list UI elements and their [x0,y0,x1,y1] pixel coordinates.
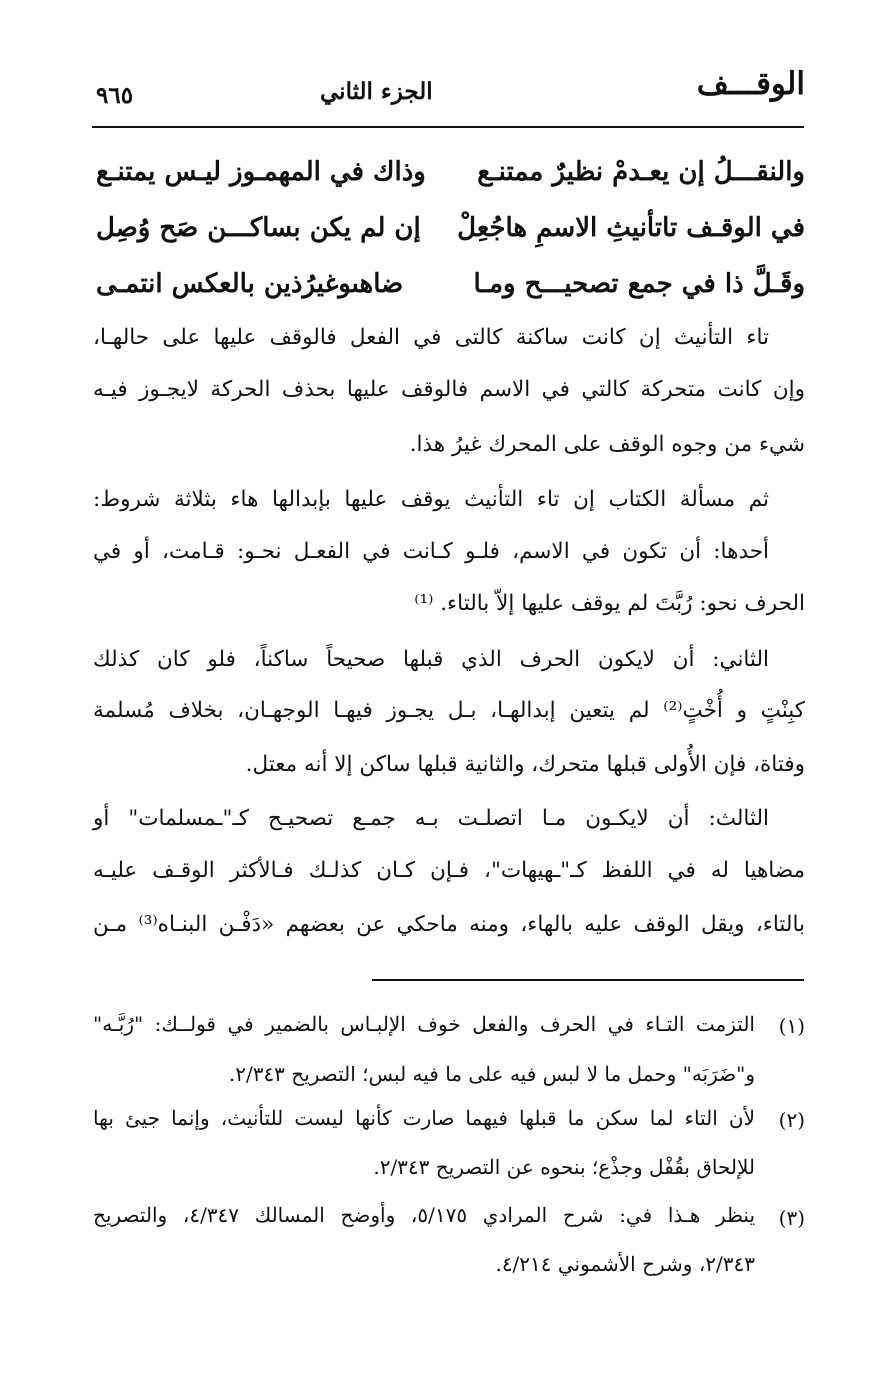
footnote-number: (١) [778,1014,805,1038]
verse-2-right: في الوقـف تاتأنيثِ الاسمِ هاجُعِلْ [457,213,805,243]
header-divider [92,126,804,128]
body-line: أحدها: أن تكون في الاسم، فلـو كـانت في الفعـل نحـو: قـامت، أو في [93,539,769,564]
footnote-line: ينظر هـذا في: شرح المرادي ٥/١٧٥، وأوضح المسالك ٤/٣٤٧، والتصريح [93,1203,756,1227]
body-line: الثالث: أن لايكـون مـا اتصلـت بـه جمـع تصحيـح كـ"ـمسلمات" أو [93,806,769,831]
verse-1-right: والنقـــلُ إن يعـدمْ نظيرٌ ممتنـع [477,157,805,187]
footnote-line: لأن التاء لما سكن ما قبلها فيهما صارت كأنها ليست للتأنيث، وإنما جيئ بها [93,1106,755,1130]
chapter-title: الوقـــف [696,66,805,102]
footnote-number: (٣) [778,1206,805,1230]
body-line: الحرف نحو: رُبَّتَ لم يوقف عليها إلاّ بالتاء. ⁽¹⁾ [414,591,805,616]
footnote-line: التزمت التـاء في الحرف والفعل خوف الإلبـاس بالضمير في قولــك: "رُبَّـه" [93,1012,755,1036]
body-line: بالتاء، ويقل الوقف عليه بالهاء، ومنه ماحكي عن بعضهم «دَفْـن البنـاه⁽³⁾ مـن [93,912,805,937]
page-number: ٩٦٥ [96,82,134,109]
footnote-line: و"ضَرَبَه" وحمل ما لا لبس فيه على ما فيه لبس؛ التصريح ٢/٣٤٣. [228,1062,755,1086]
body-line: وفتاة، فإن الأُولى قبلها متحرك، والثانية قبلها ساكن إلا أنه معتل. [245,752,805,777]
footnote-divider [372,979,804,981]
body-line: تاء التأنيث إن كانت ساكنة كالتى في الفعل فالوقف عليها على حالهـا، [93,325,769,350]
body-line: ثم مسألة الكتاب إن تاء التأنيث يوقف عليها بإبدالها هاء بثلاثة شروط: [93,487,769,512]
footnote-number: (٢) [778,1108,805,1132]
verse-2-left: إن لم يكن بساكـــن صَح وُصِل [96,213,421,243]
body-line: الثاني: أن لايكون الحرف الذي قبلها صحيحاً ساكناً، فلو كان كذلك [93,647,769,672]
body-line: وإن كانت متحركة كالتي في الاسم فالوقف عليها بحذف الحركة لايجـوز فيـه [93,377,805,402]
verse-3-right: وقَـلَّ ذا في جمع تصحيـــح ومـا [473,269,805,299]
verse-3-left: ضاهىوغيرُذين بالعكس انتمـى [96,269,404,299]
footnote-line: للإلحاق بقُفْل وجذْع؛ بنحوه عن التصريح ٢/٣٤٣. [373,1155,755,1179]
body-line: كبِنْتٍ و أُخْتٍ⁽²⁾ لم يتعين إبدالهـا، بـل يجـوز فيهـا الوجهـان، بخلاف مُسلمة [93,698,805,723]
verse-1-left: وذاك في المهمـوز ليـس يمتنـع [96,157,426,187]
volume-label: الجزء الثاني [320,78,433,105]
footnote-line: ٢/٣٤٣، وشرح الأشموني ٤/٢١٤. [495,1252,755,1276]
body-line: مضاهيا له في اللفظ كـ"ـهيهات"، فـإن كـان كذلـك فـالأكثر الوقـف عليـه [93,858,805,883]
body-line: شيء من وجوه الوقف على المحرك غيرُ هذا. [409,432,805,457]
